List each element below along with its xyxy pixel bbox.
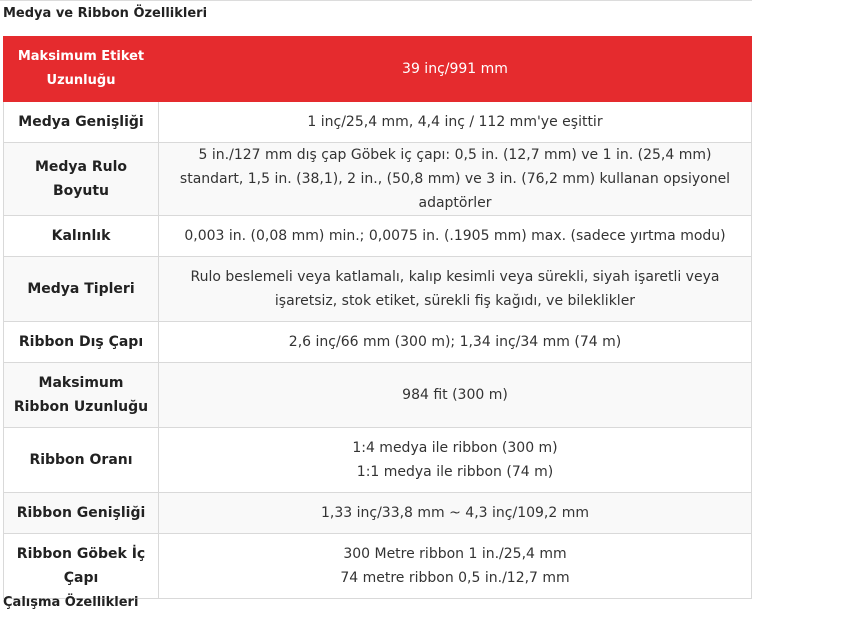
spec-value-line: 1:4 medya ile ribbon (300 m) <box>352 440 558 456</box>
spec-value: 5 in./127 mm dış çap Göbek iç çapı: 0,5 in. (12,7 mm) ve 1 in. (25,4 mm) standart, 1,5 in. (38,1), 2 in., (50,8 mm) ve 3 in. (76,2 mm) kullanan opsiyonel adaptörler <box>159 143 752 216</box>
spec-row-ribbon-core-inner-diameter <box>4 534 752 599</box>
spec-value: Rulo beslemeli veya katlamalı, kalıp kesimli veya sürekli, siyah işaretli veya işaretsiz, stok etiket, sürekli fiş kağıdı, ve bileklikler <box>159 257 752 322</box>
spec-label: Medya Rulo Boyutu <box>4 143 159 216</box>
spec-value: 39 inç/991 mm <box>159 37 752 102</box>
section-title-operation: Çalışma Özellikleri <box>3 595 139 610</box>
spec-value-line: 1:1 medya ile ribbon (74 m) <box>356 464 554 480</box>
spec-value <box>159 428 752 493</box>
spec-row-max-ribbon-length <box>4 363 752 428</box>
spec-value <box>159 534 752 599</box>
spec-value: 1 inç/25,4 mm, 4,4 inç / 112 mm'ye eşittir <box>159 102 752 143</box>
spec-value: 1,33 inç/33,8 mm ~ 4,3 inç/109,2 mm <box>159 493 752 534</box>
spec-row-ribbon-ratio <box>4 428 752 493</box>
spec-value: 984 fit (300 m) <box>159 363 752 428</box>
spec-label: Maksimum Etiket Uzunluğu <box>4 37 159 102</box>
top-divider <box>0 0 752 1</box>
spec-label: Ribbon Oranı <box>4 428 159 493</box>
spec-label: Medya Genişliği <box>4 102 159 143</box>
section-title-media: Medya ve Ribbon Özellikleri <box>3 6 208 21</box>
spec-row-media-roll-size <box>4 143 752 216</box>
spec-row-max-label-length <box>4 37 752 102</box>
spec-value: 2,6 inç/66 mm (300 m); 1,34 inç/34 mm (74 m) <box>159 322 752 363</box>
spec-label: Medya Tipleri <box>4 257 159 322</box>
spec-label: Kalınlık <box>4 216 159 257</box>
spec-row-ribbon-outer-diameter <box>4 322 752 363</box>
media-ribbon-spec-table <box>3 36 752 599</box>
spec-label: Ribbon Göbek İç Çapı <box>4 534 159 599</box>
spec-label: Maksimum Ribbon Uzunluğu <box>4 363 159 428</box>
spec-row-media-types <box>4 257 752 322</box>
spec-label: Ribbon Dış Çapı <box>4 322 159 363</box>
spec-row-ribbon-width <box>4 493 752 534</box>
spec-value: 0,003 in. (0,08 mm) min.; 0,0075 in. (.1905 mm) max. (sadece yırtma modu) <box>159 216 752 257</box>
spec-row-thickness <box>4 216 752 257</box>
spec-value-line: 300 Metre ribbon 1 in./25,4 mm <box>343 546 567 562</box>
spec-value-line: 74 metre ribbon 0,5 in./12,7 mm <box>340 570 570 586</box>
spec-row-media-width <box>4 102 752 143</box>
spec-label: Ribbon Genişliği <box>4 493 159 534</box>
